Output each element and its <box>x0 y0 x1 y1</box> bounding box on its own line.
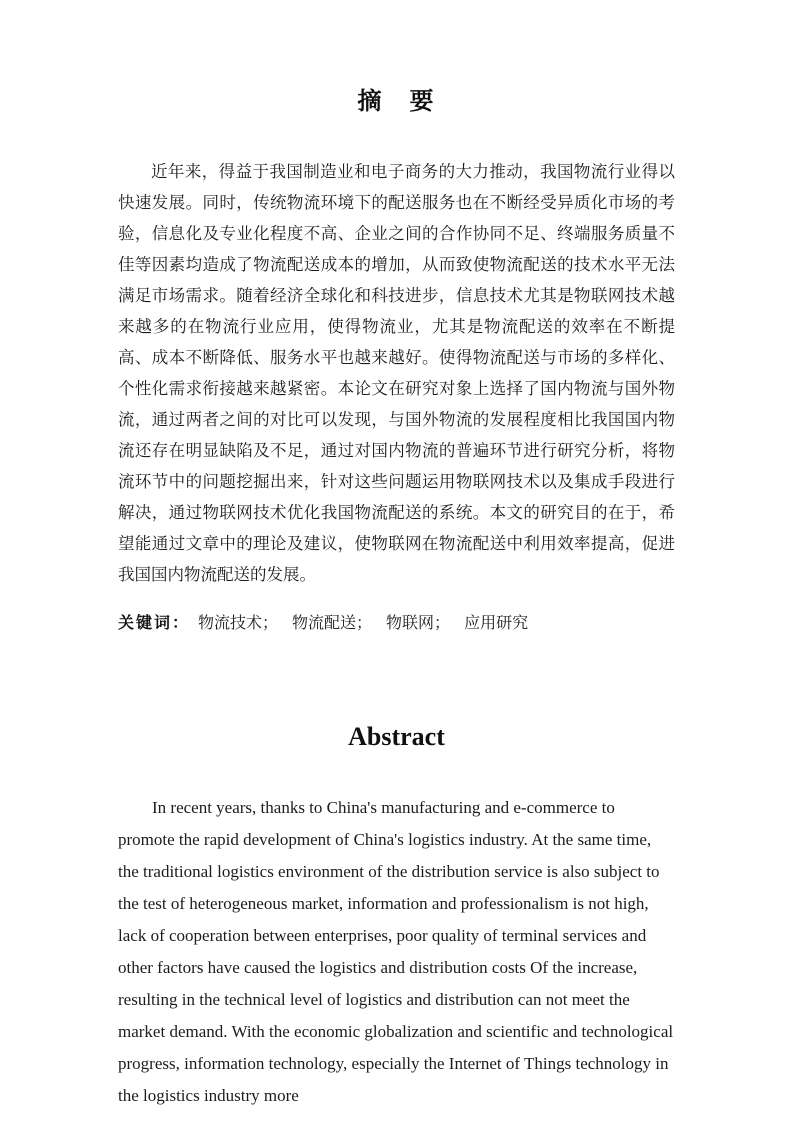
keyword-item: 应用研究 <box>464 615 529 632</box>
keyword-item: 物联网； <box>386 615 451 632</box>
keyword-item: 物流技术； <box>198 615 279 632</box>
keyword-item: 物流配送； <box>292 615 373 632</box>
english-abstract-paragraph: In recent years, thanks to China's manufacturing and e-commerce to promote the rapid development of China's logistics industry. At the same time, the traditional logistics environment of the distribution service is also subject to the test of heterogeneous market, information and professionalism is not high, lack of cooperation between enterprises, poor quality of terminal services and other factors have caused the logistics and distribution costs Of the increase, resulting in the technical level of logistics and distribution can not meet the market demand. With the economic globalization and scientific and technological progress, information technology, especially the Internet of Things technology in the logistics industry more <box>118 798 674 1105</box>
english-abstract-title: Abstract <box>348 722 445 751</box>
chinese-abstract-title: 摘 要 <box>357 87 436 115</box>
chinese-abstract-paragraph: 近年来，得益于我国制造业和电子商务的大力推动，我国物流行业得以快速发展。同时，传统物流环境下的配送服务也在不断经受异质化市场的考验，信息化及专业化程度不高、企业之间的合作协同不足、终端服务质量不佳等因素均造成了物流配送成本的增加，从而致使物流配送的技术水平无法满足市场需求。随着经济全球化和科技进步，信息技术尤其是物联网技术越来越多的在物流行业应用，使得物流业，尤其是物流配送的效率在不断提高、成本不断降低、服务水平也越来越好。使得物流配送与市场的多样化、个性化需求衔接越来越紧密。本论文在研究对象上选择了国内物流与国外物流，通过两者之间的对比可以发现，与国外物流的发展程度相比我国国内物流还存在明显缺陷及不足，通过对国内物流的普遍环节进行研究分析，将物流环节中的问题挖掘出来，针对这些问题运用物联网技术以及集成手段进行解决，通过物联网技术优化我国物流配送的系统。本文的研究目的在于，希望能通过文章中的理论及建议，使物联网在物流配送中利用效率提高，促进我国国内物流配送的发展。 <box>118 162 675 584</box>
keywords-label: 关键词： <box>118 613 191 632</box>
keywords-line <box>118 611 675 636</box>
